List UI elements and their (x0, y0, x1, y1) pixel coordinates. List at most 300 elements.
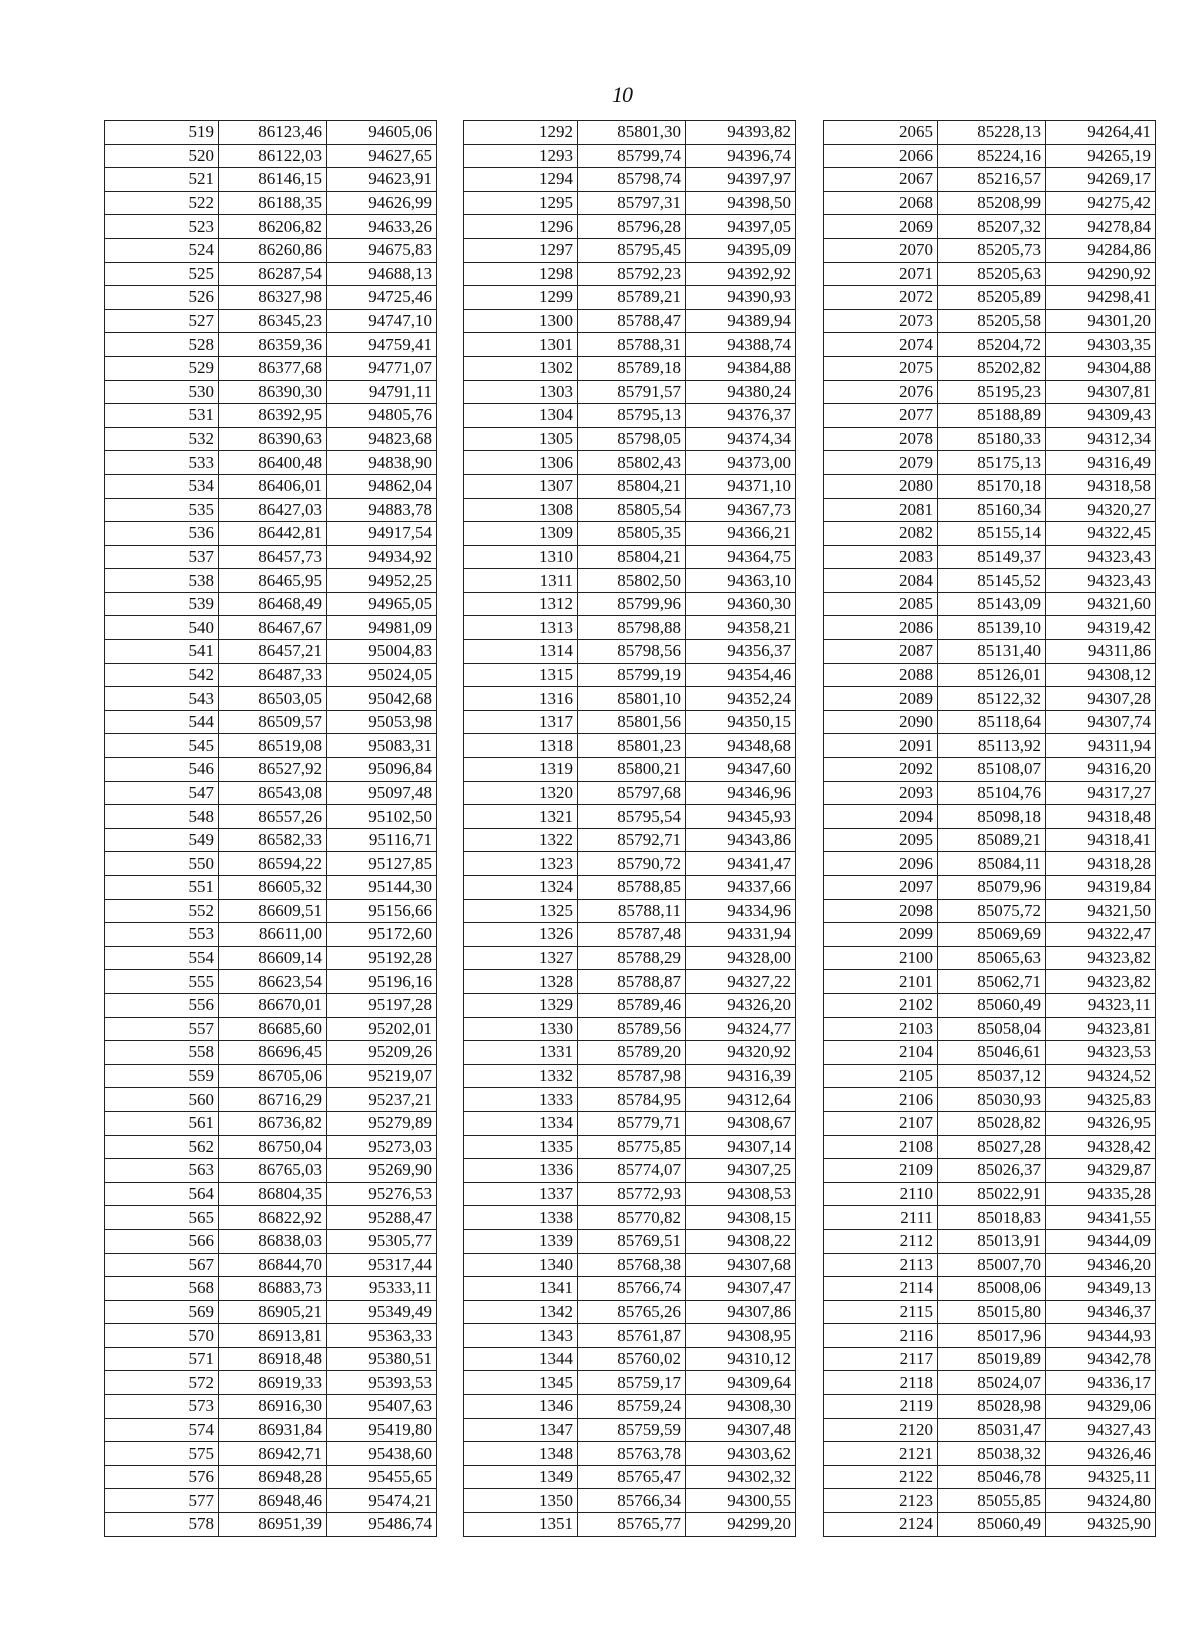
point-number-cell: 1315 (464, 663, 578, 687)
y-coordinate-cell: 94605,06 (327, 121, 437, 145)
point-number-cell: 1308 (464, 498, 578, 522)
y-coordinate-cell: 94917,54 (327, 522, 437, 546)
y-coordinate-cell: 95156,66 (327, 899, 437, 923)
y-coordinate-cell: 94307,25 (686, 1159, 796, 1183)
x-coordinate-cell: 86951,39 (219, 1513, 327, 1537)
point-number-cell: 2086 (824, 616, 938, 640)
y-coordinate-cell: 94347,60 (686, 758, 796, 782)
y-coordinate-cell: 94883,78 (327, 498, 437, 522)
y-coordinate-cell: 95349,49 (327, 1300, 437, 1324)
point-number-cell: 1297 (464, 238, 578, 262)
y-coordinate-cell: 94341,47 (686, 852, 796, 876)
point-number-cell: 1301 (464, 333, 578, 357)
y-coordinate-cell: 94308,15 (686, 1206, 796, 1230)
x-coordinate-cell: 85787,98 (578, 1064, 686, 1088)
y-coordinate-cell: 94264,41 (1046, 121, 1156, 145)
y-coordinate-cell: 94395,09 (686, 238, 796, 262)
x-coordinate-cell: 85149,37 (938, 545, 1046, 569)
x-coordinate-cell: 86122,03 (219, 144, 327, 168)
point-number-cell: 1305 (464, 427, 578, 451)
point-number-cell: 1350 (464, 1489, 578, 1513)
point-number-cell: 576 (105, 1465, 219, 1489)
table-row (105, 474, 437, 498)
y-coordinate-cell: 94307,14 (686, 1135, 796, 1159)
y-coordinate-cell: 94318,41 (1046, 828, 1156, 852)
point-number-cell: 1295 (464, 191, 578, 215)
point-number-cell: 1317 (464, 710, 578, 734)
x-coordinate-cell: 86750,04 (219, 1135, 327, 1159)
table-row (824, 545, 1156, 569)
x-coordinate-cell: 86260,86 (219, 238, 327, 262)
table-row (824, 734, 1156, 758)
table-row (105, 758, 437, 782)
y-coordinate-cell: 95438,60 (327, 1442, 437, 1466)
x-coordinate-cell: 85007,70 (938, 1253, 1046, 1277)
x-coordinate-cell: 85224,16 (938, 144, 1046, 168)
point-number-cell: 2100 (824, 946, 938, 970)
y-coordinate-cell: 94759,41 (327, 333, 437, 357)
y-coordinate-cell: 94354,46 (686, 663, 796, 687)
y-coordinate-cell: 94328,00 (686, 946, 796, 970)
y-coordinate-cell: 94324,80 (1046, 1489, 1156, 1513)
point-number-cell: 1340 (464, 1253, 578, 1277)
y-coordinate-cell: 95102,50 (327, 805, 437, 829)
table-row (824, 781, 1156, 805)
x-coordinate-cell: 85046,61 (938, 1041, 1046, 1065)
y-coordinate-cell: 94312,34 (1046, 427, 1156, 451)
y-coordinate-cell: 94310,12 (686, 1347, 796, 1371)
table-row (824, 333, 1156, 357)
x-coordinate-cell: 85800,21 (578, 758, 686, 782)
y-coordinate-cell: 94323,11 (1046, 993, 1156, 1017)
x-coordinate-cell: 86931,84 (219, 1418, 327, 1442)
point-number-cell: 2065 (824, 121, 938, 145)
x-coordinate-cell: 85075,72 (938, 899, 1046, 923)
x-coordinate-cell: 86605,32 (219, 876, 327, 900)
x-coordinate-cell: 86503,05 (219, 687, 327, 711)
x-coordinate-cell: 85802,43 (578, 451, 686, 475)
x-coordinate-cell: 86916,30 (219, 1395, 327, 1419)
table-row (105, 946, 437, 970)
point-number-cell: 545 (105, 734, 219, 758)
point-number-cell: 1330 (464, 1017, 578, 1041)
y-coordinate-cell: 95192,28 (327, 946, 437, 970)
table-row (824, 1088, 1156, 1112)
table-row (464, 852, 796, 876)
table-row (105, 1229, 437, 1253)
y-coordinate-cell: 94393,82 (686, 121, 796, 145)
x-coordinate-cell: 85207,32 (938, 215, 1046, 239)
x-coordinate-cell: 86685,60 (219, 1017, 327, 1041)
y-coordinate-cell: 94364,75 (686, 545, 796, 569)
table-row (464, 168, 796, 192)
x-coordinate-cell: 85013,91 (938, 1229, 1046, 1253)
point-number-cell: 529 (105, 356, 219, 380)
point-number-cell: 539 (105, 592, 219, 616)
table-row (824, 1489, 1156, 1513)
x-coordinate-cell: 86287,54 (219, 262, 327, 286)
y-coordinate-cell: 94308,53 (686, 1182, 796, 1206)
table-row (824, 168, 1156, 192)
x-coordinate-cell: 85205,63 (938, 262, 1046, 286)
point-number-cell: 546 (105, 758, 219, 782)
table-row (464, 498, 796, 522)
y-coordinate-cell: 94317,27 (1046, 781, 1156, 805)
table-row (464, 238, 796, 262)
table-row (464, 1465, 796, 1489)
x-coordinate-cell: 85798,88 (578, 616, 686, 640)
point-number-cell: 530 (105, 380, 219, 404)
y-coordinate-cell: 94345,93 (686, 805, 796, 829)
y-coordinate-cell: 94307,81 (1046, 380, 1156, 404)
point-number-cell: 2089 (824, 687, 938, 711)
y-coordinate-cell: 95407,63 (327, 1395, 437, 1419)
table-row (105, 1064, 437, 1088)
y-coordinate-cell: 94327,22 (686, 970, 796, 994)
x-coordinate-cell: 86427,03 (219, 498, 327, 522)
table-row (824, 144, 1156, 168)
table-row (824, 1465, 1156, 1489)
y-coordinate-cell: 94627,65 (327, 144, 437, 168)
point-number-cell: 2076 (824, 380, 938, 404)
table-row (464, 1229, 796, 1253)
y-coordinate-cell: 94275,42 (1046, 191, 1156, 215)
y-coordinate-cell: 94397,97 (686, 168, 796, 192)
y-coordinate-cell: 94321,50 (1046, 899, 1156, 923)
y-coordinate-cell: 94688,13 (327, 262, 437, 286)
x-coordinate-cell: 85026,37 (938, 1159, 1046, 1183)
point-number-cell: 522 (105, 191, 219, 215)
table-row (105, 1041, 437, 1065)
point-number-cell: 1338 (464, 1206, 578, 1230)
table-row (464, 451, 796, 475)
y-coordinate-cell: 94363,10 (686, 569, 796, 593)
x-coordinate-cell: 85204,72 (938, 333, 1046, 357)
x-coordinate-cell: 85018,83 (938, 1206, 1046, 1230)
y-coordinate-cell: 95269,90 (327, 1159, 437, 1183)
table-row (105, 262, 437, 286)
y-coordinate-cell: 94981,09 (327, 616, 437, 640)
table-row (824, 238, 1156, 262)
point-number-cell: 1298 (464, 262, 578, 286)
point-number-cell: 574 (105, 1418, 219, 1442)
point-number-cell: 2083 (824, 545, 938, 569)
point-number-cell: 1329 (464, 993, 578, 1017)
y-coordinate-cell: 95474,21 (327, 1489, 437, 1513)
point-number-cell: 551 (105, 876, 219, 900)
y-coordinate-cell: 94348,68 (686, 734, 796, 758)
point-number-cell: 1312 (464, 592, 578, 616)
table-row (824, 215, 1156, 239)
point-number-cell: 564 (105, 1182, 219, 1206)
table-row (105, 356, 437, 380)
x-coordinate-cell: 85791,57 (578, 380, 686, 404)
point-number-cell: 547 (105, 781, 219, 805)
point-number-cell: 2087 (824, 640, 938, 664)
point-number-cell: 567 (105, 1253, 219, 1277)
table-row (105, 616, 437, 640)
x-coordinate-cell: 85789,56 (578, 1017, 686, 1041)
y-coordinate-cell: 95116,71 (327, 828, 437, 852)
point-number-cell: 2070 (824, 238, 938, 262)
x-coordinate-cell: 86188,35 (219, 191, 327, 215)
y-coordinate-cell: 94397,05 (686, 215, 796, 239)
table-row (824, 191, 1156, 215)
x-coordinate-cell: 85028,82 (938, 1111, 1046, 1135)
x-coordinate-cell: 86696,45 (219, 1041, 327, 1065)
table-row (464, 191, 796, 215)
table-row (105, 380, 437, 404)
table-row (464, 1135, 796, 1159)
point-number-cell: 2091 (824, 734, 938, 758)
point-number-cell: 2122 (824, 1465, 938, 1489)
point-number-cell: 2123 (824, 1489, 938, 1513)
table-row (105, 427, 437, 451)
x-coordinate-cell: 85770,82 (578, 1206, 686, 1230)
x-coordinate-cell: 85766,74 (578, 1277, 686, 1301)
y-coordinate-cell: 94303,35 (1046, 333, 1156, 357)
point-number-cell: 2073 (824, 309, 938, 333)
y-coordinate-cell: 94298,41 (1046, 286, 1156, 310)
x-coordinate-cell: 85765,47 (578, 1465, 686, 1489)
table-row (105, 144, 437, 168)
x-coordinate-cell: 86609,51 (219, 899, 327, 923)
x-coordinate-cell: 85098,18 (938, 805, 1046, 829)
y-coordinate-cell: 94771,07 (327, 356, 437, 380)
x-coordinate-cell: 86582,33 (219, 828, 327, 852)
point-number-cell: 552 (105, 899, 219, 923)
x-coordinate-cell: 85788,47 (578, 309, 686, 333)
x-coordinate-cell: 85027,28 (938, 1135, 1046, 1159)
y-coordinate-cell: 95273,03 (327, 1135, 437, 1159)
point-number-cell: 2094 (824, 805, 938, 829)
coordinates-table-1 (104, 120, 437, 1537)
table-row (824, 356, 1156, 380)
table-row (824, 1064, 1156, 1088)
y-coordinate-cell: 94349,13 (1046, 1277, 1156, 1301)
y-coordinate-cell: 94380,24 (686, 380, 796, 404)
y-coordinate-cell: 95317,44 (327, 1253, 437, 1277)
table-row (464, 545, 796, 569)
table-row (824, 404, 1156, 428)
point-number-cell: 527 (105, 309, 219, 333)
x-coordinate-cell: 85798,56 (578, 640, 686, 664)
point-number-cell: 560 (105, 1088, 219, 1112)
point-number-cell: 2115 (824, 1300, 938, 1324)
y-coordinate-cell: 94265,19 (1046, 144, 1156, 168)
point-number-cell: 2092 (824, 758, 938, 782)
table-row (464, 333, 796, 357)
point-number-cell: 553 (105, 923, 219, 947)
table-row (464, 474, 796, 498)
table-row (824, 1347, 1156, 1371)
x-coordinate-cell: 86705,06 (219, 1064, 327, 1088)
point-number-cell: 1309 (464, 522, 578, 546)
table-row (464, 1088, 796, 1112)
table-row (824, 970, 1156, 994)
x-coordinate-cell: 85766,34 (578, 1489, 686, 1513)
y-coordinate-cell: 94675,83 (327, 238, 437, 262)
point-number-cell: 2103 (824, 1017, 938, 1041)
x-coordinate-cell: 85775,85 (578, 1135, 686, 1159)
x-coordinate-cell: 85763,78 (578, 1442, 686, 1466)
x-coordinate-cell: 86765,03 (219, 1159, 327, 1183)
point-number-cell: 1320 (464, 781, 578, 805)
table-row (824, 710, 1156, 734)
table-row (105, 121, 437, 145)
y-coordinate-cell: 95172,60 (327, 923, 437, 947)
point-number-cell: 2124 (824, 1513, 938, 1537)
table-row (824, 1182, 1156, 1206)
x-coordinate-cell: 86804,35 (219, 1182, 327, 1206)
coordinates-table-body (464, 121, 796, 1537)
x-coordinate-cell: 86844,70 (219, 1253, 327, 1277)
x-coordinate-cell: 85031,47 (938, 1418, 1046, 1442)
x-coordinate-cell: 85759,59 (578, 1418, 686, 1442)
y-coordinate-cell: 94791,11 (327, 380, 437, 404)
table-row (824, 427, 1156, 451)
table-row (105, 1395, 437, 1419)
x-coordinate-cell: 85122,32 (938, 687, 1046, 711)
point-number-cell: 2110 (824, 1182, 938, 1206)
x-coordinate-cell: 85792,71 (578, 828, 686, 852)
table-row (464, 522, 796, 546)
x-coordinate-cell: 86822,92 (219, 1206, 327, 1230)
point-number-cell: 561 (105, 1111, 219, 1135)
point-number-cell: 550 (105, 852, 219, 876)
table-row (824, 640, 1156, 664)
point-number-cell: 1296 (464, 215, 578, 239)
x-coordinate-cell: 85069,69 (938, 923, 1046, 947)
table-row (105, 309, 437, 333)
y-coordinate-cell: 94308,95 (686, 1324, 796, 1348)
table-row (105, 710, 437, 734)
x-coordinate-cell: 86918,48 (219, 1347, 327, 1371)
x-coordinate-cell: 85030,93 (938, 1088, 1046, 1112)
y-coordinate-cell: 94341,55 (1046, 1206, 1156, 1230)
point-number-cell: 1341 (464, 1277, 578, 1301)
table-row (105, 1182, 437, 1206)
x-coordinate-cell: 86509,57 (219, 710, 327, 734)
point-number-cell: 2108 (824, 1135, 938, 1159)
point-number-cell: 1339 (464, 1229, 578, 1253)
table-row (464, 427, 796, 451)
point-number-cell: 2105 (824, 1064, 938, 1088)
x-coordinate-cell: 86527,92 (219, 758, 327, 782)
x-coordinate-cell: 85022,91 (938, 1182, 1046, 1206)
table-row (464, 899, 796, 923)
table-row (105, 451, 437, 475)
table-row (105, 1017, 437, 1041)
y-coordinate-cell: 95004,83 (327, 640, 437, 664)
point-number-cell: 2080 (824, 474, 938, 498)
table-row (105, 498, 437, 522)
table-row (105, 1324, 437, 1348)
point-number-cell: 577 (105, 1489, 219, 1513)
table-row (464, 309, 796, 333)
table-row (464, 1111, 796, 1135)
y-coordinate-cell: 95219,07 (327, 1064, 437, 1088)
point-number-cell: 570 (105, 1324, 219, 1348)
x-coordinate-cell: 85131,40 (938, 640, 1046, 664)
table-row (464, 1300, 796, 1324)
y-coordinate-cell: 94367,73 (686, 498, 796, 522)
y-coordinate-cell: 95144,30 (327, 876, 437, 900)
table-row (464, 970, 796, 994)
table-row (824, 1371, 1156, 1395)
x-coordinate-cell: 85768,38 (578, 1253, 686, 1277)
point-number-cell: 525 (105, 262, 219, 286)
point-number-cell: 1311 (464, 569, 578, 593)
point-number-cell: 2066 (824, 144, 938, 168)
y-coordinate-cell: 94346,37 (1046, 1300, 1156, 1324)
table-row (824, 899, 1156, 923)
x-coordinate-cell: 85799,96 (578, 592, 686, 616)
point-number-cell: 543 (105, 687, 219, 711)
y-coordinate-cell: 94324,77 (686, 1017, 796, 1041)
x-coordinate-cell: 85205,89 (938, 286, 1046, 310)
table-row (824, 569, 1156, 593)
y-coordinate-cell: 94374,34 (686, 427, 796, 451)
point-number-cell: 2084 (824, 569, 938, 593)
point-number-cell: 1292 (464, 121, 578, 145)
x-coordinate-cell: 85104,76 (938, 781, 1046, 805)
point-number-cell: 1314 (464, 640, 578, 664)
point-number-cell: 2107 (824, 1111, 938, 1135)
x-coordinate-cell: 85205,73 (938, 238, 1046, 262)
y-coordinate-cell: 95288,47 (327, 1206, 437, 1230)
table-row (464, 923, 796, 947)
point-number-cell: 2082 (824, 522, 938, 546)
x-coordinate-cell: 85801,56 (578, 710, 686, 734)
point-number-cell: 1335 (464, 1135, 578, 1159)
x-coordinate-cell: 86400,48 (219, 451, 327, 475)
table-row (464, 1442, 796, 1466)
point-number-cell: 1310 (464, 545, 578, 569)
y-coordinate-cell: 94329,87 (1046, 1159, 1156, 1183)
y-coordinate-cell: 94318,58 (1046, 474, 1156, 498)
y-coordinate-cell: 94390,93 (686, 286, 796, 310)
x-coordinate-cell: 85046,78 (938, 1465, 1046, 1489)
coordinates-table-2 (463, 120, 796, 1537)
point-number-cell: 536 (105, 522, 219, 546)
y-coordinate-cell: 94323,82 (1046, 946, 1156, 970)
x-coordinate-cell: 85804,21 (578, 474, 686, 498)
table-row (464, 781, 796, 805)
point-number-cell: 2081 (824, 498, 938, 522)
table-row (105, 1418, 437, 1442)
x-coordinate-cell: 85139,10 (938, 616, 1046, 640)
point-number-cell: 1303 (464, 380, 578, 404)
table-row (105, 781, 437, 805)
point-number-cell: 544 (105, 710, 219, 734)
point-number-cell: 554 (105, 946, 219, 970)
point-number-cell: 2069 (824, 215, 938, 239)
point-number-cell: 572 (105, 1371, 219, 1395)
point-number-cell: 1337 (464, 1182, 578, 1206)
y-coordinate-cell: 94311,94 (1046, 734, 1156, 758)
x-coordinate-cell: 85801,23 (578, 734, 686, 758)
point-number-cell: 1323 (464, 852, 578, 876)
point-number-cell: 2099 (824, 923, 938, 947)
y-coordinate-cell: 95279,89 (327, 1111, 437, 1135)
table-row (824, 663, 1156, 687)
table-row (824, 993, 1156, 1017)
point-number-cell: 549 (105, 828, 219, 852)
point-number-cell: 1343 (464, 1324, 578, 1348)
x-coordinate-cell: 86442,81 (219, 522, 327, 546)
y-coordinate-cell: 94344,09 (1046, 1229, 1156, 1253)
